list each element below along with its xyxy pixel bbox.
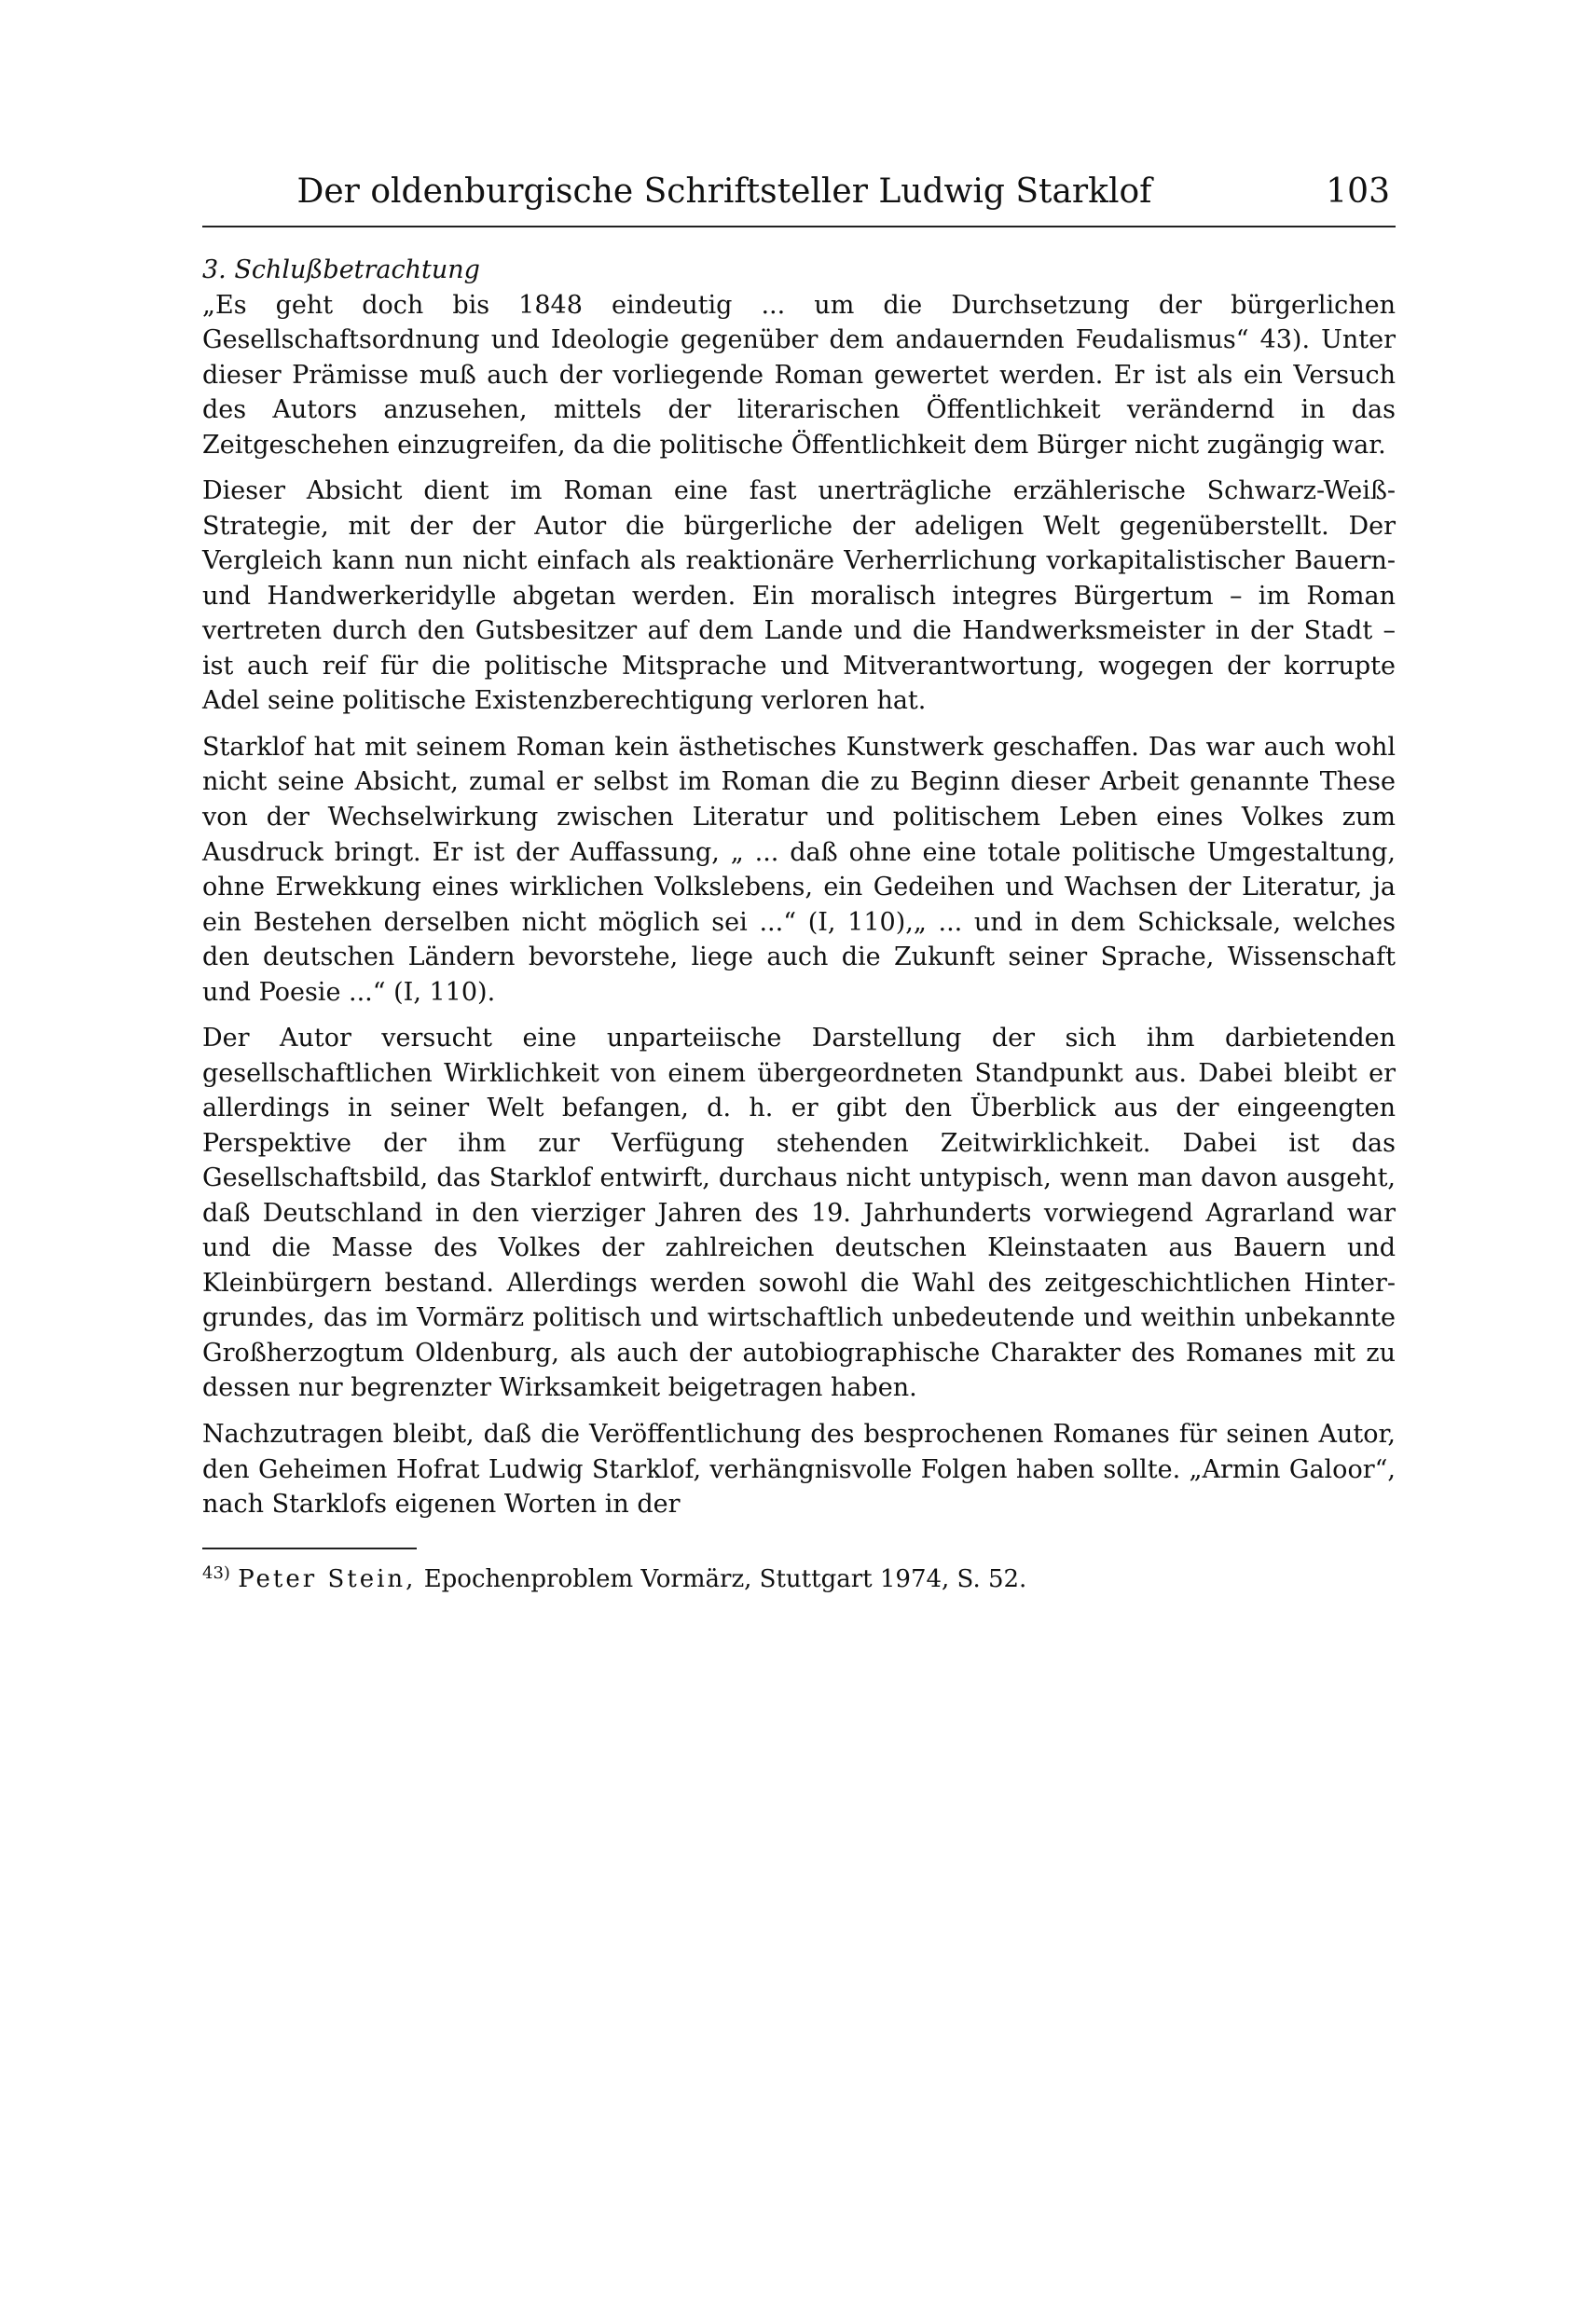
paragraph-1: „Es geht doch bis 1848 eindeutig ... um die Durchsetzung der bürgerlichen Gesellschaftsordnung und Ideologie gegenüber dem andauernden Feudalismus“ 43). Unter dieser Prämisse muß auch der vorliegende Roman gewertet werden. Er ist als ein Versuch des Autors anzusehen, mittels der literarischen Öffentlichkeit verändernd in das Zeitgeschehen einzugreifen, da die politische Öffentlichkeit dem Bürger nicht zugängig war.: [202, 290, 1396, 460]
footnote: [202, 1559, 1396, 1594]
book-page: [202, 0, 1396, 2312]
body-text: [202, 253, 1396, 1534]
running-head: [202, 172, 1396, 213]
running-title: Der oldenburgische Schriftsteller Ludwig Starklof: [296, 172, 1152, 211]
footnote-author: Peter Stein,: [238, 1565, 417, 1593]
paragraph-5: Nachzutragen bleibt, daß die Veröffentlichung des besprochenen Romanes für seinen Autor, den Geheimen Hofrat Ludwig Starklof, verhängnisvolle Folgen haben sollte. „Armin Galoor“, nach Starklofs eigenen Worten in der: [202, 1420, 1396, 1520]
paragraph-3: Starklof hat mit seinem Roman kein ästhetisches Kunstwerk geschaffen. Das war auch wohl nicht seine Absicht, zumal er selbst im Roman die zu Beginn dieser Arbeit genannte These von der Wechselwirkung zwischen Literatur und politischem Leben eines Volkes zum Ausdruck bringt. Er ist der Auffassung, „ ... daß ohne eine totale politische Umgestaltung, ohne Erwekkung eines wirklichen Volkslebens, ein Gedeihen und Wachsen der Literatur, ja ein Bestehen derselben nicht möglich sei ...“ (I, 110),„ ... und in dem Schicksale, welches den deutschen Ländern bevorstehe, liege auch die Zukunft seiner Sprache, Wissenschaft und Poesie ...“ (I, 110).: [202, 732, 1396, 1007]
footnote-citation: Epochenproblem Vormärz, Stuttgart 1974, S. 52.: [423, 1565, 1027, 1593]
footnote-rule: [202, 1548, 417, 1549]
paragraph-4: Der Autor versucht eine unparteiische Darstellung der sich ihm darbietenden gesellschaftlichen Wirklichkeit von einem übergeordneten Standpunkt aus. Dabei bleibt er allerdings in seiner Welt befangen, d. h. er gibt den Überblick aus der eingeengten Perspektive der ihm zur Verfügung stehenden Zeitwirklichkeit. Dabei ist das Gesellschaftsbild, das Starklof entwirft, durchaus nicht untypisch, wenn man davon ausgeht, daß Deutschland in den vierziger Jahren des 19. Jahrhunderts vorwiegend Agrarland war und die Masse des Volkes der zahlreichen deutschen Kleinstaaten aus Bauern und Kleinbürgern bestand. Allerdings werden sowohl die Wahl des zeitgeschichtlichen Hintergrundes, das im Vormärz politisch und wirtschaftlich unbedeutende und weithin unbekannte Großherzogtum Oldenburg, als auch der autobiographische Charakter des Romanes mit zu dessen nur begrenzter Wirksamkeit beigetragen haben.: [202, 1024, 1396, 1403]
header-rule: [202, 226, 1396, 227]
paragraph-2: Dieser Absicht dient im Roman eine fast unerträgliche erzählerische Schwarz-Weiß-Strategie, mit der der Autor die bürgerliche der adeligen Welt gegenüberstellt. Der Vergleich kann nun nicht einfach als reaktionäre Verherrlichung vorkapitalistischer Bauern- und Handwerkeridylle abgetan werden. Ein moralisch integres Bürgertum – im Roman vertreten durch den Gutsbesitzer auf dem Lande und die Handwerksmeister in der Stadt – ist auch reif für die politische Mitsprache und Mitverantwortung, wogegen der korrupte Adel seine politische Existenzberechtigung verloren hat.: [202, 476, 1396, 716]
footnote-marker: 43): [202, 1563, 230, 1583]
section-heading: 3. Schlußbetrachtung: [202, 255, 480, 284]
page-number: 103: [1326, 172, 1390, 211]
